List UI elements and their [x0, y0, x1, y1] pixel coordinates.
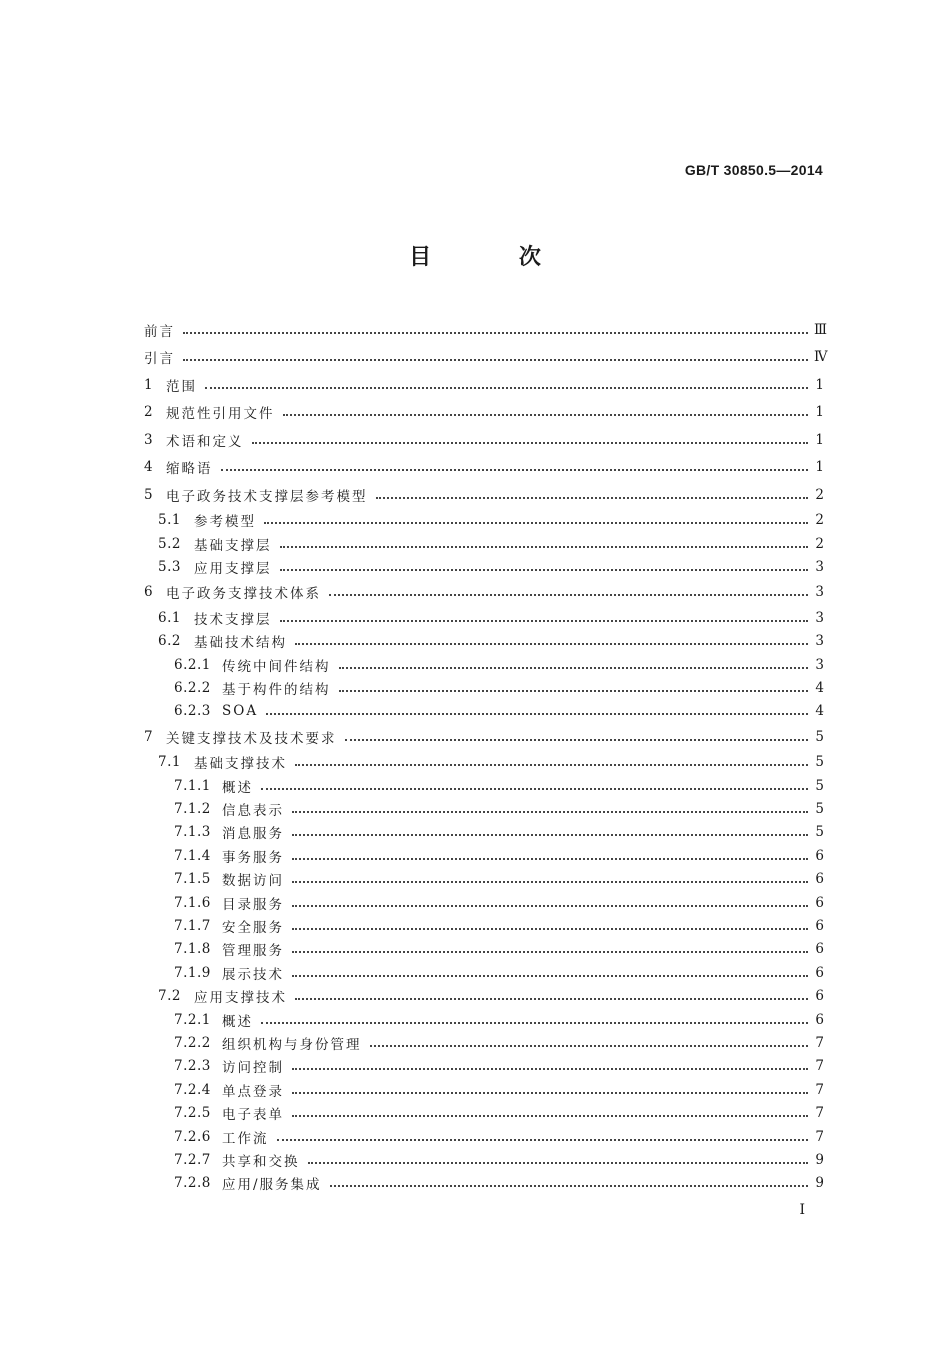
toc-entry-page: 1: [815, 459, 824, 476]
toc-entry-page: 2: [815, 486, 824, 503]
toc-entry-number: 7.1.4: [174, 847, 211, 864]
toc-entry-title: 应用支撑层: [194, 560, 272, 577]
toc-entry-page: 6: [815, 918, 824, 935]
toc-entry[interactable]: [144, 821, 824, 844]
toc-entry-page: 2: [815, 512, 824, 529]
toc-entry-page: 6: [815, 847, 824, 864]
toc-entry-page: 7: [815, 1081, 824, 1098]
page-title: 目 次: [409, 245, 581, 270]
standard-code: GB/T 30850.5—2014: [684, 162, 823, 178]
dot-leader: [205, 385, 808, 389]
toc-entry-page: 9: [815, 1175, 824, 1192]
toc-entry-title: 目录服务: [222, 896, 284, 913]
dot-leader: [277, 1137, 809, 1141]
toc-entry[interactable]: [144, 723, 824, 751]
toc-entry[interactable]: [144, 555, 824, 578]
dot-leader: [345, 737, 809, 741]
dot-leader: [329, 592, 808, 596]
toc-entry[interactable]: [144, 1055, 824, 1078]
toc-entry[interactable]: [144, 844, 824, 867]
toc-entry[interactable]: [144, 676, 824, 699]
toc-entry[interactable]: [144, 344, 828, 372]
toc-entry[interactable]: [144, 509, 824, 532]
toc-entry-page: 9: [815, 1151, 824, 1168]
toc-entry[interactable]: [144, 1078, 824, 1101]
dot-leader: [295, 641, 808, 645]
toc-entry-title: 前言: [144, 323, 175, 340]
dot-leader: [292, 856, 808, 860]
dot-leader: [183, 330, 808, 334]
toc-entry[interactable]: [144, 1008, 824, 1031]
toc-entry-page: 3: [815, 633, 824, 650]
toc-entry-title: 安全服务: [222, 920, 284, 937]
toc-entry-title: 消息服务: [222, 826, 284, 843]
dot-leader: [292, 1066, 808, 1070]
toc-entry[interactable]: [144, 481, 824, 509]
toc-entry[interactable]: [144, 751, 824, 774]
toc-entry-page: 4: [815, 703, 824, 720]
dot-leader: [283, 412, 809, 416]
toc-entry-page: Ⅳ: [814, 349, 828, 366]
toc-entry-number: 1: [144, 376, 154, 393]
toc-entry-page: 6: [815, 964, 824, 981]
toc-entry[interactable]: [144, 774, 824, 797]
toc-entry[interactable]: [144, 653, 824, 676]
toc-entry[interactable]: [144, 700, 824, 723]
toc-entry-page: 3: [815, 609, 824, 626]
toc-entry-title: 数据访问: [222, 873, 284, 890]
toc-entry-number: 7.2: [158, 988, 181, 1005]
toc-entry[interactable]: [144, 454, 824, 482]
toc-entry-title: 缩略语: [166, 461, 213, 478]
toc-entry-number: 6: [144, 584, 154, 601]
toc-entry-page: Ⅲ: [814, 321, 828, 338]
toc-entry-title: 关键支撑技术及技术要求: [166, 730, 337, 747]
dot-leader: [280, 567, 809, 571]
toc-entry-number: 7.1.9: [174, 964, 211, 981]
dot-leader: [292, 832, 808, 836]
dot-leader: [376, 495, 809, 499]
toc-entry-title: 术语和定义: [166, 433, 244, 450]
toc-entry-page: 2: [815, 535, 824, 552]
toc-entry-title: 展示技术: [222, 966, 284, 983]
toc-entry-title: 概述: [222, 779, 253, 796]
toc-entry-number: 3: [144, 431, 154, 448]
toc-entry-page: 5: [815, 728, 824, 745]
dot-leader: [261, 1020, 808, 1024]
toc-entry-number: 7.1.8: [174, 941, 211, 958]
toc-entry-number: 6.2.2: [174, 680, 211, 697]
toc-entry-title: 电子表单: [222, 1107, 284, 1124]
toc-entry-title: 信息表示: [222, 803, 284, 820]
toc-entry-number: 4: [144, 459, 154, 476]
toc-entry[interactable]: [144, 1172, 824, 1195]
toc-entry-title: 管理服务: [222, 943, 284, 960]
toc-entry-page: 1: [815, 431, 824, 448]
toc-entry[interactable]: [144, 606, 824, 629]
toc-entry-page: 4: [815, 680, 824, 697]
toc-entry[interactable]: [144, 532, 824, 555]
toc-entry[interactable]: [144, 961, 824, 984]
toc-entry-number: 5.3: [158, 558, 181, 575]
toc-entry-number: 7.1.5: [174, 871, 211, 888]
toc-entry-title: 基础支撑技术: [194, 756, 287, 773]
toc-entry-page: 3: [815, 584, 824, 601]
toc-entry-number: 7.1.2: [174, 801, 211, 818]
toc-entry-title: 事务服务: [222, 849, 284, 866]
toc-entry-number: 7.2.6: [174, 1128, 211, 1145]
toc-entry[interactable]: [144, 914, 824, 937]
toc-entry-page: 6: [815, 894, 824, 911]
toc-entry-number: 7.1.7: [174, 918, 211, 935]
dot-leader: [308, 1160, 809, 1164]
toc-entry-title: 工作流: [222, 1130, 269, 1147]
toc-entry-title: 应用/服务集成: [222, 1177, 322, 1194]
toc-entry-number: 5: [144, 486, 154, 503]
toc-entry-number: 5.1: [158, 512, 181, 529]
toc-entry-number: 7.2.3: [174, 1058, 211, 1075]
toc-entry-page: 3: [815, 558, 824, 575]
toc-entry-title: 引言: [144, 351, 175, 368]
toc-entry-page: 6: [815, 871, 824, 888]
toc-entry-title: 电子政务支撑技术体系: [166, 586, 321, 603]
dot-leader: [280, 544, 809, 548]
toc-entry-number: 7.2.1: [174, 1011, 211, 1028]
toc-entry-page: 6: [815, 1011, 824, 1028]
dot-leader: [280, 618, 809, 622]
toc-entry-title: 范围: [166, 378, 197, 395]
toc-entry[interactable]: [144, 630, 824, 653]
toc-entry[interactable]: [144, 985, 824, 1008]
toc-entry-page: 7: [815, 1128, 824, 1145]
toc-entry-page: 7: [815, 1105, 824, 1122]
toc-entry-number: 7.1.6: [174, 894, 211, 911]
dot-leader: [292, 1113, 808, 1117]
toc-entry-title: 组织机构与身份管理: [222, 1037, 362, 1053]
toc-entry-number: 7: [144, 728, 154, 745]
dot-leader: [295, 996, 808, 1000]
toc-entry-number: 7.2.2: [174, 1035, 211, 1051]
toc-entry[interactable]: [144, 316, 828, 344]
dot-leader: [266, 711, 808, 715]
toc-entry-page: 7: [815, 1058, 824, 1075]
dot-leader: [183, 357, 808, 361]
toc-entry-number: 7.1.3: [174, 824, 211, 841]
dot-leader: [292, 926, 808, 930]
toc-entry-page: 3: [815, 656, 824, 673]
dot-leader: [292, 879, 808, 883]
toc-entry-title: 共享和交换: [222, 1153, 300, 1170]
dot-leader: [339, 665, 809, 669]
page-number: I: [799, 1202, 805, 1218]
toc-entry[interactable]: [144, 868, 824, 891]
toc-entry-title: 访问控制: [222, 1060, 284, 1077]
toc-entry-number: 6.2.1: [174, 656, 211, 673]
toc-entry-title: 参考模型: [194, 514, 256, 531]
toc-entry[interactable]: [144, 371, 824, 399]
toc-entry-number: 6.1: [158, 609, 181, 626]
toc-entry-number: 7.2.5: [174, 1105, 211, 1122]
toc-entry-number: 2: [144, 404, 154, 421]
dot-leader: [261, 786, 808, 790]
dot-leader: [292, 1090, 808, 1094]
toc-entry-number: 7.2.7: [174, 1151, 211, 1168]
toc-entry[interactable]: [144, 1125, 824, 1148]
toc-entry-number: 6.2: [158, 633, 181, 650]
toc-entry[interactable]: [144, 938, 824, 961]
toc-entry-number: 5.2: [158, 535, 181, 552]
toc-entry-page: 7: [815, 1035, 824, 1051]
toc-entry-title: 基于构件的结构: [222, 682, 331, 699]
toc-entry-page: 5: [815, 777, 824, 794]
toc-entry-page: 6: [815, 941, 824, 958]
dot-leader: [292, 903, 808, 907]
toc-entry-title: 应用支撑技术: [194, 990, 287, 1007]
toc-entry-page: 1: [815, 376, 824, 393]
dot-leader: [252, 440, 809, 444]
toc-entry-title: 传统中间件结构: [222, 658, 331, 675]
dot-leader: [221, 467, 809, 471]
toc-entry-page: 6: [815, 988, 824, 1005]
toc-entry[interactable]: [144, 891, 824, 914]
dot-leader: [292, 973, 808, 977]
toc-entry-title: 技术支撑层: [194, 611, 272, 628]
toc-entry-number: 7.2.8: [174, 1175, 211, 1192]
toc-entry-number: 7.2.4: [174, 1081, 211, 1098]
toc-entry-title: SOA: [222, 703, 259, 720]
toc-entry-page: 5: [815, 801, 824, 818]
toc-entry-title: 概述: [222, 1013, 253, 1030]
dot-leader: [339, 688, 809, 692]
dot-leader: [292, 949, 808, 953]
toc-entry-page: 5: [815, 824, 824, 841]
toc-entry-title: 电子政务技术支撑层参考模型: [166, 488, 368, 505]
toc-entry-number: 6.2.3: [174, 703, 211, 720]
toc-entry-page: 5: [815, 754, 824, 771]
toc-entry[interactable]: [144, 797, 824, 820]
toc-entry[interactable]: [144, 399, 824, 427]
dot-leader: [330, 1183, 808, 1187]
dot-leader: [264, 520, 808, 524]
toc-entry[interactable]: [144, 1148, 824, 1171]
dot-leader: [295, 762, 808, 766]
toc-entry-number: 7.1.1: [174, 777, 211, 794]
toc-entry-number: 7.1: [158, 754, 181, 771]
table-of-contents: [144, 316, 828, 1195]
toc-entry[interactable]: [144, 426, 824, 454]
toc-entry-page: 1: [815, 404, 824, 421]
toc-entry-title: 基础技术结构: [194, 635, 287, 652]
toc-entry[interactable]: [144, 1031, 824, 1054]
toc-entry[interactable]: [144, 1101, 824, 1124]
toc-entry-title: 单点登录: [222, 1083, 284, 1100]
dot-leader: [292, 809, 808, 813]
toc-entry-title: 规范性引用文件: [166, 406, 275, 423]
toc-entry[interactable]: [144, 579, 824, 607]
dot-leader: [370, 1043, 809, 1047]
toc-entry-title: 基础支撑层: [194, 537, 272, 554]
